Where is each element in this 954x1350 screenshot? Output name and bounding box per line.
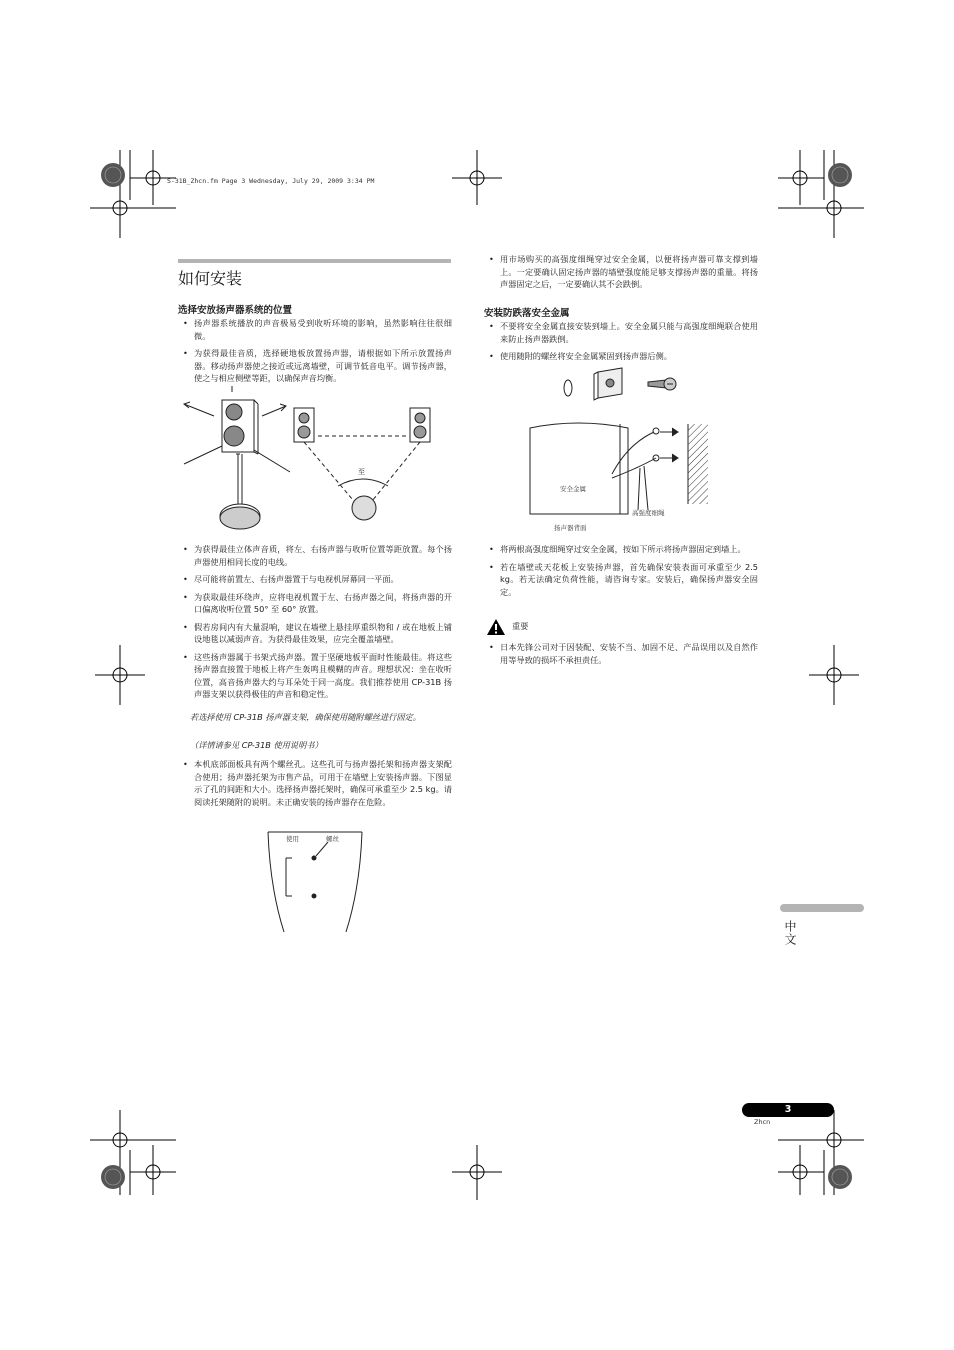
page-language-code: Zhcn [754,1118,771,1126]
left-subheading: 选择安放扬声器系统的位置 [178,305,293,316]
right-bullets-b [484,320,758,368]
stand-note: 若选择使用 CP-31B 扬声器支架，确保使用随附螺丝进行固定。 [190,712,421,722]
important-label: 重要 [512,621,529,631]
safety-metal-figure [528,364,718,534]
left-bullets-a [178,317,452,390]
section-title: 如何安装 [178,269,243,288]
page-number: 3 [742,1103,834,1117]
warning-icon [486,618,506,636]
angle-label: 至 [358,468,365,476]
screw-hole-figure [266,828,366,934]
list-item: • 假若房间内有大量混响，建议在墙壁上悬挂厚重织物和 / 或在地板上铺设地毯以减弱声音。为获得最佳效果，应完全覆盖墙壁。 [178,621,452,646]
list-item: • 这些扬声器属于书架式扬声器。置于坚硬地板平面时性能最佳。将这些扬声器直接置于地板上将产生轰鸣且模糊的声音。理想状况：坐在收听位置，高音扬声器大约与耳朵处于同一高度。我们推荐使用 CP-31B 扬声器支架以获得极佳的声音和稳定性。 [178,651,452,701]
stand-ref-note: （详情请参见 CP-31B 使用说明书） [190,740,323,750]
right-bullets-d [484,641,758,671]
list-item: • 不要将安全金属直接安装到墙上。安全金属只能与高强度细绳联合使用来防止扬声器跌倒。 [484,320,758,345]
list-item: • 将两根高强度细绳穿过安全金属，按如下所示将扬声器固定到墙上。 [484,543,758,556]
language-tab-label: 中文 [783,920,797,946]
right-subheading: 安装防跌落安全金属 [484,308,570,319]
list-item: • 为获取最佳环绕声，应将电视机置于左、右扬声器之间，将扬声器的开口偏离收听位置 50° 至 60° 放置。 [178,591,452,616]
list-item: • 用市场购买的高强度细绳穿过安全金属，以便将扬声器可靠支撑到墙上。一定要确认固定扬声器的墙壁强度能足够支撑扬声器的重量。将扬声器固定之后，一定要确认其不会跌倒。 [484,253,758,291]
screw-hole-bottom [312,894,317,899]
fig-label-speaker-back: 扬声器背面 [554,524,587,532]
fig-label-safety-metal: 安全金属 [560,485,586,493]
list-item: • 扬声器系统播放的声音极易受到收听环境的影响，虽然影响往往很细微。 [178,317,452,342]
list-item: • 使用随附的螺丝将安全金属紧固到扬声器后侧。 [484,350,758,363]
left-bullets-b [178,543,452,706]
fig-label-screw: 螺丝 [326,835,339,843]
section-title-bar [178,259,451,263]
list-item: • 本机底部面板具有两个螺丝孔。这些孔可与扬声器托架和扬声器支架配合使用；扬声器托架为市售产品，可用于在墙壁上安装扬声器。下图显示了孔的间距和大小。选择扬声器托架时，确保可承重至少 2.5 kg。请阅读托架随附的说明。未正确安装的扬声器存在危险。 [178,758,452,808]
right-bullets-c [484,543,758,603]
right-bullets-a [484,253,758,296]
language-tab-bar [780,904,864,912]
fig-label-cord: 高强度细绳 [632,509,665,517]
list-item: • 为获得最佳立体声音质，将左、右扬声器与收听位置等距放置。每个扬声器使用相同长度的电线。 [178,543,452,568]
placement-figure [178,386,458,538]
list-item: • 若在墙壁或天花板上安装扬声器，首先确保安装表面可承重至少 2.5 kg。若无法确定负荷性能，请咨询专家。安装后，确保扬声器安全固定。 [484,561,758,599]
file-info-line: S-31B_Zhcn.fm Page 3 Wednesday, July 29, 2009 3:34 PM [167,177,375,185]
screw-hole-top [312,856,317,861]
list-item: • 尽可能将前置左、右扬声器置于与电视机屏幕同一平面。 [178,573,452,586]
left-bullets-c [178,758,452,813]
list-item: • 日本先锋公司对于因装配、安装不当、加固不足、产品误用以及自然作用等导致的损坏不承担责任。 [484,641,758,666]
list-item: • 为获得最佳音质，选择硬地板放置扬声器，请根据如下所示放置扬声器。移动扬声器使之接近或远离墙壁，可调节低音电平。调节扬声器，使之与相应侧壁等距，以确保声音均衡。 [178,347,452,385]
fig-label-use: 使用 [286,835,299,843]
